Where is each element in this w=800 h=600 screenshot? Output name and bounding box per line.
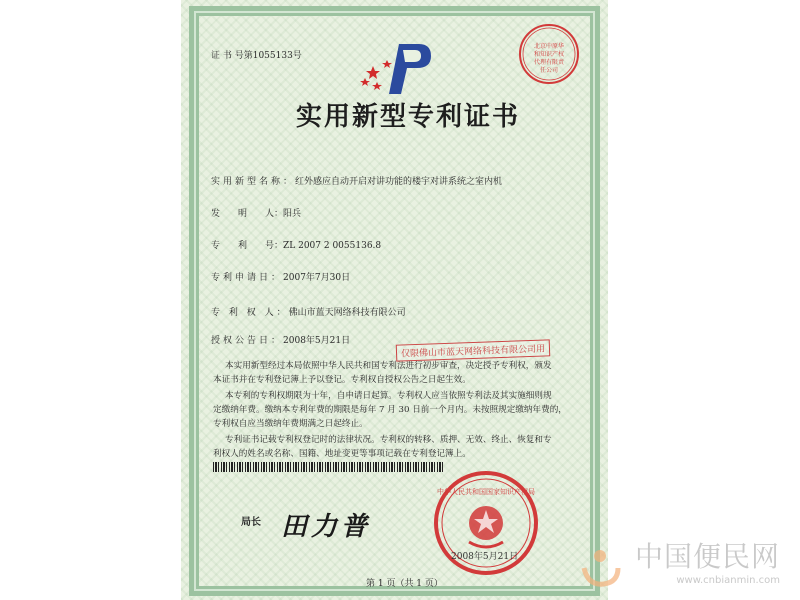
body-line: 本证书并在专利登记簿上予以登记。专利权自授权公告之日起生效。 xyxy=(213,375,471,385)
seal-text: 中华人民共和国国家知识产权局 xyxy=(437,488,535,496)
field-inventor xyxy=(211,206,301,219)
field-value: 红外感应自动开启对讲功能的楼宇对讲系统之室内机 xyxy=(295,177,503,187)
field-label: 专利申请日： xyxy=(211,273,284,283)
seal-date: 2008年5月21日 xyxy=(451,552,519,562)
page-footer: 第 1 页（共 1 页） xyxy=(366,579,443,589)
field-label: 专 利 号： xyxy=(211,241,284,251)
field-label: 授权公告日： xyxy=(211,336,284,346)
watermark-url: www.cnbianmin.com xyxy=(676,575,780,586)
director-label: 局长 xyxy=(241,517,261,528)
patent-certificate xyxy=(181,0,608,600)
field-value: 2007年7月30日 xyxy=(283,273,351,283)
field-patent-number xyxy=(211,238,381,251)
field-value: 2008年5月21日 xyxy=(283,336,351,346)
field-value: ZL 2007 2 0055136.8 xyxy=(283,241,382,251)
field-value: 佛山市蓝天网络科技有限公司 xyxy=(288,308,406,318)
field-label: 实用新型名称： xyxy=(211,177,296,187)
cnbianmin-logo-icon xyxy=(578,546,622,590)
field-label: 专 利 权 人： xyxy=(211,308,289,318)
site-watermark xyxy=(635,535,780,586)
barcode xyxy=(213,462,445,472)
watermark-title: 中国便民网 xyxy=(634,540,780,573)
field-grant-date xyxy=(211,333,350,346)
body-line: 专利权自应当缴纳年费期满之日起终止。 xyxy=(213,419,368,429)
director-signature: 田力普 xyxy=(281,512,372,542)
restriction-stamp: 仅限佛山市蓝天网络科技有限公司用 xyxy=(396,339,551,361)
field-utility-model-name xyxy=(211,174,502,187)
body-line: 本实用新型经过本局依照中华人民共和国专利法进行初步审查，决定授予专利权，颁发 xyxy=(225,361,552,371)
field-label: 发 明 人： xyxy=(211,209,284,219)
body-line: 定缴纳年费。缴纳本专利年费的期限是每年 7 月 30 日前一个月内。未按照规定缴纳年费的， xyxy=(213,405,567,415)
body-line: 专利证书记载专利权登记时的法律状况。专利权的转移、质押、无效、终止、恢复和专 xyxy=(225,435,552,445)
body-line: 本专利的专利权期限为十年，自申请日起算。专利权人应当依照专利法及其实施细则规 xyxy=(225,391,552,401)
field-filing-date xyxy=(211,270,350,283)
certificate-number: 证 书 号第1055133号 xyxy=(211,51,302,61)
field-patentee xyxy=(211,305,406,318)
patent-office-logo xyxy=(359,38,439,98)
certificate-title: 实用新型专利证书 xyxy=(296,102,521,132)
field-value: 阳兵 xyxy=(283,209,302,219)
agency-stamp-text: 北京中原华和知识产权代理有限责任公司 xyxy=(534,43,565,74)
body-line: 利权人的姓名或名称、国籍、地址变更等事项记载在专利登记簿上。 xyxy=(213,449,471,459)
